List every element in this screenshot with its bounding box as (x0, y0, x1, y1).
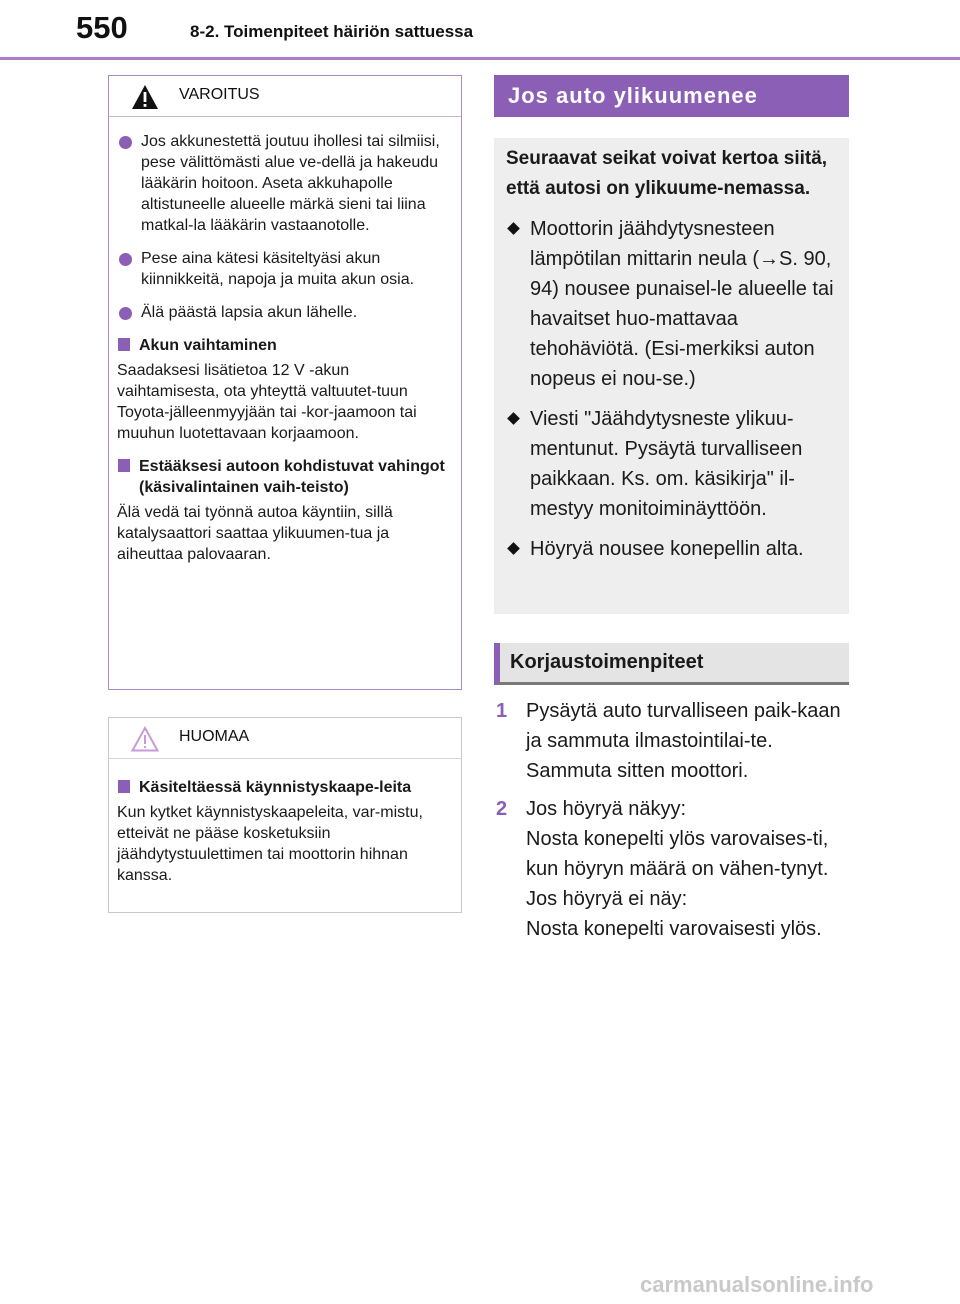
sub-heading-text: Käsiteltäessä käynnistyskaape-leita (139, 779, 412, 796)
jumper-cables-text: Kun kytket käynnistyskaapeleita, var-mistu, etteivät ne pääse kosketuksiin jäähdytystuulettimen tai moottorin hihnan kanssa. (117, 804, 423, 884)
repair-step (494, 696, 849, 786)
warning-bullet-text: Älä päästä lapsia akun lähelle. (141, 304, 358, 321)
notice-box (108, 717, 462, 913)
step-text: Jos höyryä näkyy: Nosta konepelti ylös varovaises-ti, kun höyryn määrä on vähen-tynyt. Jos höyryä ei näy: Nosta konepelti varovaisesti ylös. (526, 798, 829, 940)
repair-step (494, 794, 849, 944)
square-bullet-icon (118, 459, 130, 472)
symptom-item (506, 404, 837, 524)
bullet-dot-icon (119, 136, 132, 149)
warning-box (108, 75, 462, 690)
warning-triangle-icon (131, 84, 159, 115)
bullet-dot-icon (119, 253, 132, 266)
warning-bullet-text: Jos akkunestettä joutuu ihollesi tai silmiisi, pese välittömästi alue ve-dellä ja hakeudu lääkärin hoitoon. Aseta akkuhapolle altistuneelle alueelle märkä sieni tai liina matkal-la lääkärin vastaanotolle. (141, 133, 440, 234)
warning-bullet-text: Pese aina kätesi käsiteltyäsi akun kiinnikkeitä, napoja ja muita akun osia. (141, 250, 415, 288)
warning-label: VAROITUS (179, 86, 260, 103)
step-number: 1 (496, 700, 508, 722)
section-title: 8-2. Toimenpiteet häiriön sattuessa (190, 22, 474, 41)
warning-bullet (117, 302, 447, 323)
caution-triangle-icon (131, 726, 159, 757)
symptom-item (506, 534, 837, 564)
bullet-dot-icon (119, 307, 132, 320)
damage-prevention-text: Älä vedä tai työnnä autoa käyntiin, sillä katalysaattori saattaa ylikuumen-tua ja aiheuttaa palovaaran. (117, 504, 393, 563)
overheat-symptoms-box (494, 138, 849, 614)
battery-replacement-heading (117, 335, 447, 356)
warning-bullet (117, 248, 447, 290)
diamond-bullet-icon (507, 412, 520, 425)
symptom-text: Höyryä nousee konepellin alta. (530, 538, 804, 560)
sub-heading-text: Akun vaihtaminen (139, 337, 277, 354)
header-rule (0, 57, 960, 60)
symptom-text: Viesti "Jäähdytysneste ylikuu-mentunut. Pysäytä turvalliseen paikkaan. Ks. om. käsikirja" il-mestyy monitoiminäyttöön. (530, 408, 803, 520)
symptom-text: Moottorin jäähdytysnesteen lämpötilan mittarin neula (→S. 90, 94) nousee punaisel-le alueelle tai havaitset huo-mattavaa tehohäviötä. (Esi-merkiksi auton nopeus ei nou-se.) (530, 218, 834, 390)
warning-header (109, 76, 461, 117)
watermark: carmanualsonline.info (640, 1272, 874, 1297)
symptom-item (506, 214, 837, 394)
overheat-title: Jos auto ylikuumenee (494, 75, 849, 117)
step-text: Pysäytä auto turvalliseen paik-kaan ja sammuta ilmastointilai-te. Sammuta sitten moottori. (526, 700, 841, 782)
repair-steps (494, 696, 849, 952)
overheat-intro: Seuraavat seikat voivat kertoa siitä, että autosi on ylikuume-nemassa. (506, 148, 828, 199)
warning-bullet (117, 131, 447, 236)
step-number: 2 (496, 798, 508, 820)
square-bullet-icon (118, 338, 130, 351)
damage-prevention-heading (117, 456, 447, 498)
notice-label: HUOMAA (179, 728, 250, 745)
jumper-cables-heading (117, 777, 447, 798)
diamond-bullet-icon (507, 222, 520, 235)
square-bullet-icon (118, 780, 130, 793)
sub-heading-text: Estääksesi autoon kohdistuvat vahingot (käsivalintainen vaih-teisto) (139, 458, 445, 496)
page-number: 550 (76, 10, 128, 45)
battery-replacement-text: Saadaksesi lisätietoa 12 V -akun vaihtamisesta, ota yhteyttä valtuutet-tuun Toyota-jälleenmyyjään tai -kor-jaamoon tai muuhun luotettavaan korjaamoon. (117, 362, 417, 442)
diamond-bullet-icon (507, 542, 520, 555)
repair-title: Korjaustoimenpiteet (494, 643, 849, 685)
notice-header (109, 718, 461, 759)
